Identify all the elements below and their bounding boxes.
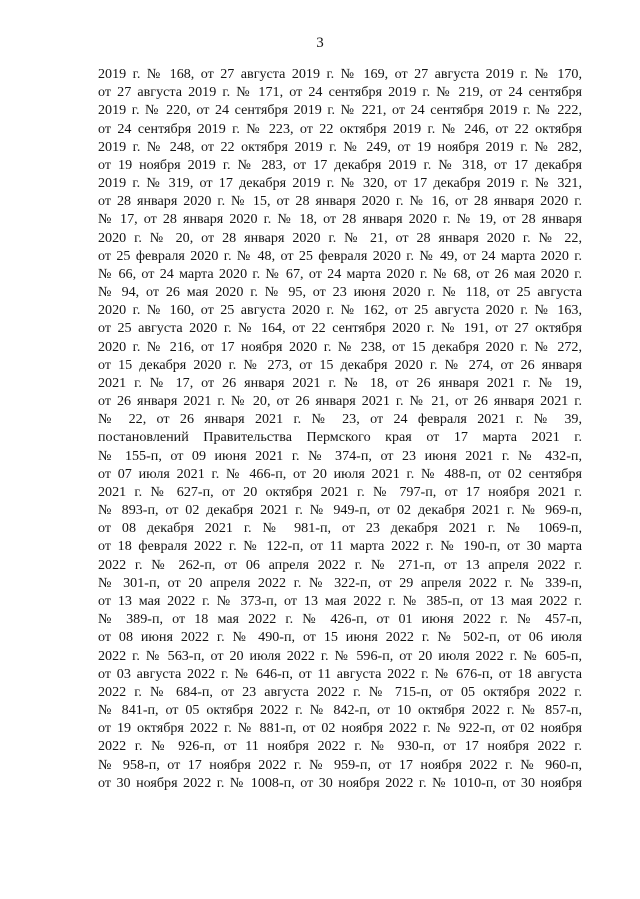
- page-number: 3: [316, 35, 324, 51]
- text-line: 2019 г. № 319, от 17 декабря 2019 г. № 320, от 17 декабря 2019 г. № 321,: [98, 175, 582, 192]
- text-line: от 19 ноября 2019 г. № 283, от 17 декабря 2019 г. № 318, от 17 декабря: [98, 156, 582, 173]
- text-line: 2021 г. № 627-п, от 20 октября 2021 г. № 797-п, от 17 ноября 2021 г.: [98, 483, 582, 500]
- text-line: 2020 г. № 20, от 28 января 2020 г. № 21, от 28 января 2020 г. № 22,: [98, 229, 582, 246]
- text-line: № 841-п, от 05 октября 2022 г. № 842-п, от 10 октября 2022 г. № 857-п,: [98, 702, 582, 719]
- text-line: 2022 г. № 563-п, от 20 июля 2022 г. № 596-п, от 20 июля 2022 г. № 605-п,: [98, 647, 582, 664]
- text-line: № 17, от 28 января 2020 г. № 18, от 28 января 2020 г. № 19, от 28 января: [98, 211, 582, 228]
- text-line: 2021 г. № 17, от 26 января 2021 г. № 18, от 26 января 2021 г. № 19,: [98, 374, 582, 391]
- text-line: от 13 мая 2022 г. № 373-п, от 13 мая 2022 г. № 385-п, от 13 мая 2022 г.: [98, 592, 582, 609]
- text-line: № 301-п, от 20 апреля 2022 г. № 322-п, от 29 апреля 2022 г. № 339-п,: [98, 574, 582, 591]
- text-line: № 389-п, от 18 мая 2022 г. № 426-п, от 01 июня 2022 г. № 457-п,: [98, 611, 582, 628]
- text-line: от 30 ноября 2022 г. № 1008-п, от 30 ноября 2022 г. № 1010-п, от 30 ноября: [98, 774, 582, 791]
- text-line: от 25 августа 2020 г. № 164, от 22 сентября 2020 г. № 191, от 27 октября: [98, 320, 582, 337]
- text-line: 2022 г. № 926-п, от 11 ноября 2022 г. № 930-п, от 17 ноября 2022 г.: [98, 738, 582, 755]
- text-line: № 893-п, от 02 декабря 2021 г. № 949-п, от 02 декабря 2021 г. № 969-п,: [98, 502, 582, 519]
- text-line: от 27 августа 2019 г. № 171, от 24 сентября 2019 г. № 219, от 24 сентября: [98, 84, 582, 101]
- text-line: 2019 г. № 248, от 22 октября 2019 г. № 249, от 19 ноября 2019 г. № 282,: [98, 138, 582, 155]
- text-line: от 24 сентября 2019 г. № 223, от 22 октября 2019 г. № 246, от 22 октября: [98, 120, 582, 137]
- text-line: № 22, от 26 января 2021 г. № 23, от 24 февраля 2021 г. № 39,: [98, 411, 582, 428]
- text-line: постановлений Правительства Пермского края от 17 марта 2021 г.: [98, 429, 582, 446]
- text-line: от 03 августа 2022 г. № 646-п, от 11 августа 2022 г. № 676-п, от 18 августа: [98, 665, 582, 682]
- text-line: 2022 г. № 262-п, от 06 апреля 2022 г. № 271-п, от 13 апреля 2022 г.: [98, 556, 582, 573]
- body-text: [98, 65, 582, 792]
- text-line: от 18 февраля 2022 г. № 122-п, от 11 марта 2022 г. № 190-п, от 30 марта: [98, 538, 582, 555]
- text-line: от 28 января 2020 г. № 15, от 28 января 2020 г. № 16, от 28 января 2020 г.: [98, 193, 582, 210]
- text-line: от 07 июля 2021 г. № 466-п, от 20 июля 2021 г. № 488-п, от 02 сентября: [98, 465, 582, 482]
- text-line: № 94, от 26 мая 2020 г. № 95, от 23 июня 2020 г. № 118, от 25 августа: [98, 284, 582, 301]
- text-line: 2019 г. № 168, от 27 августа 2019 г. № 169, от 27 августа 2019 г. № 170,: [98, 66, 582, 82]
- text-line: от 26 января 2021 г. № 20, от 26 января 2021 г. № 21, от 26 января 2021 г.: [98, 393, 582, 410]
- text-line: 2020 г. № 216, от 17 ноября 2020 г. № 238, от 15 декабря 2020 г. № 272,: [98, 338, 582, 355]
- text-line: от 19 октября 2022 г. № 881-п, от 02 ноября 2022 г. № 922-п, от 02 ноября: [98, 720, 582, 737]
- text-line: 2019 г. № 220, от 24 сентября 2019 г. № 221, от 24 сентября 2019 г. № 222,: [98, 102, 582, 119]
- text-line: от 08 июня 2022 г. № 490-п, от 15 июня 2022 г. № 502-п, от 06 июля: [98, 629, 582, 646]
- text-line: 2020 г. № 160, от 25 августа 2020 г. № 162, от 25 августа 2020 г. № 163,: [98, 302, 582, 319]
- text-line: № 66, от 24 марта 2020 г. № 67, от 24 марта 2020 г. № 68, от 26 мая 2020 г.: [98, 265, 582, 282]
- text-line: 2022 г. № 684-п, от 23 августа 2022 г. № 715-п, от 05 октября 2022 г.: [98, 683, 582, 700]
- text-line: № 155-п, от 09 июня 2021 г. № 374-п, от 23 июня 2021 г. № 432-п,: [98, 447, 582, 464]
- text-line: от 25 февраля 2020 г. № 48, от 25 февраля 2020 г. № 49, от 24 марта 2020 г.: [98, 247, 582, 264]
- text-line: от 08 декабря 2021 г. № 981-п, от 23 декабря 2021 г. № 1069-п,: [98, 520, 582, 537]
- text-line: от 15 декабря 2020 г. № 273, от 15 декабря 2020 г. № 274, от 26 января: [98, 356, 582, 373]
- text-line: № 958-п, от 17 ноября 2022 г. № 959-п, от 17 ноября 2022 г. № 960-п,: [98, 756, 582, 773]
